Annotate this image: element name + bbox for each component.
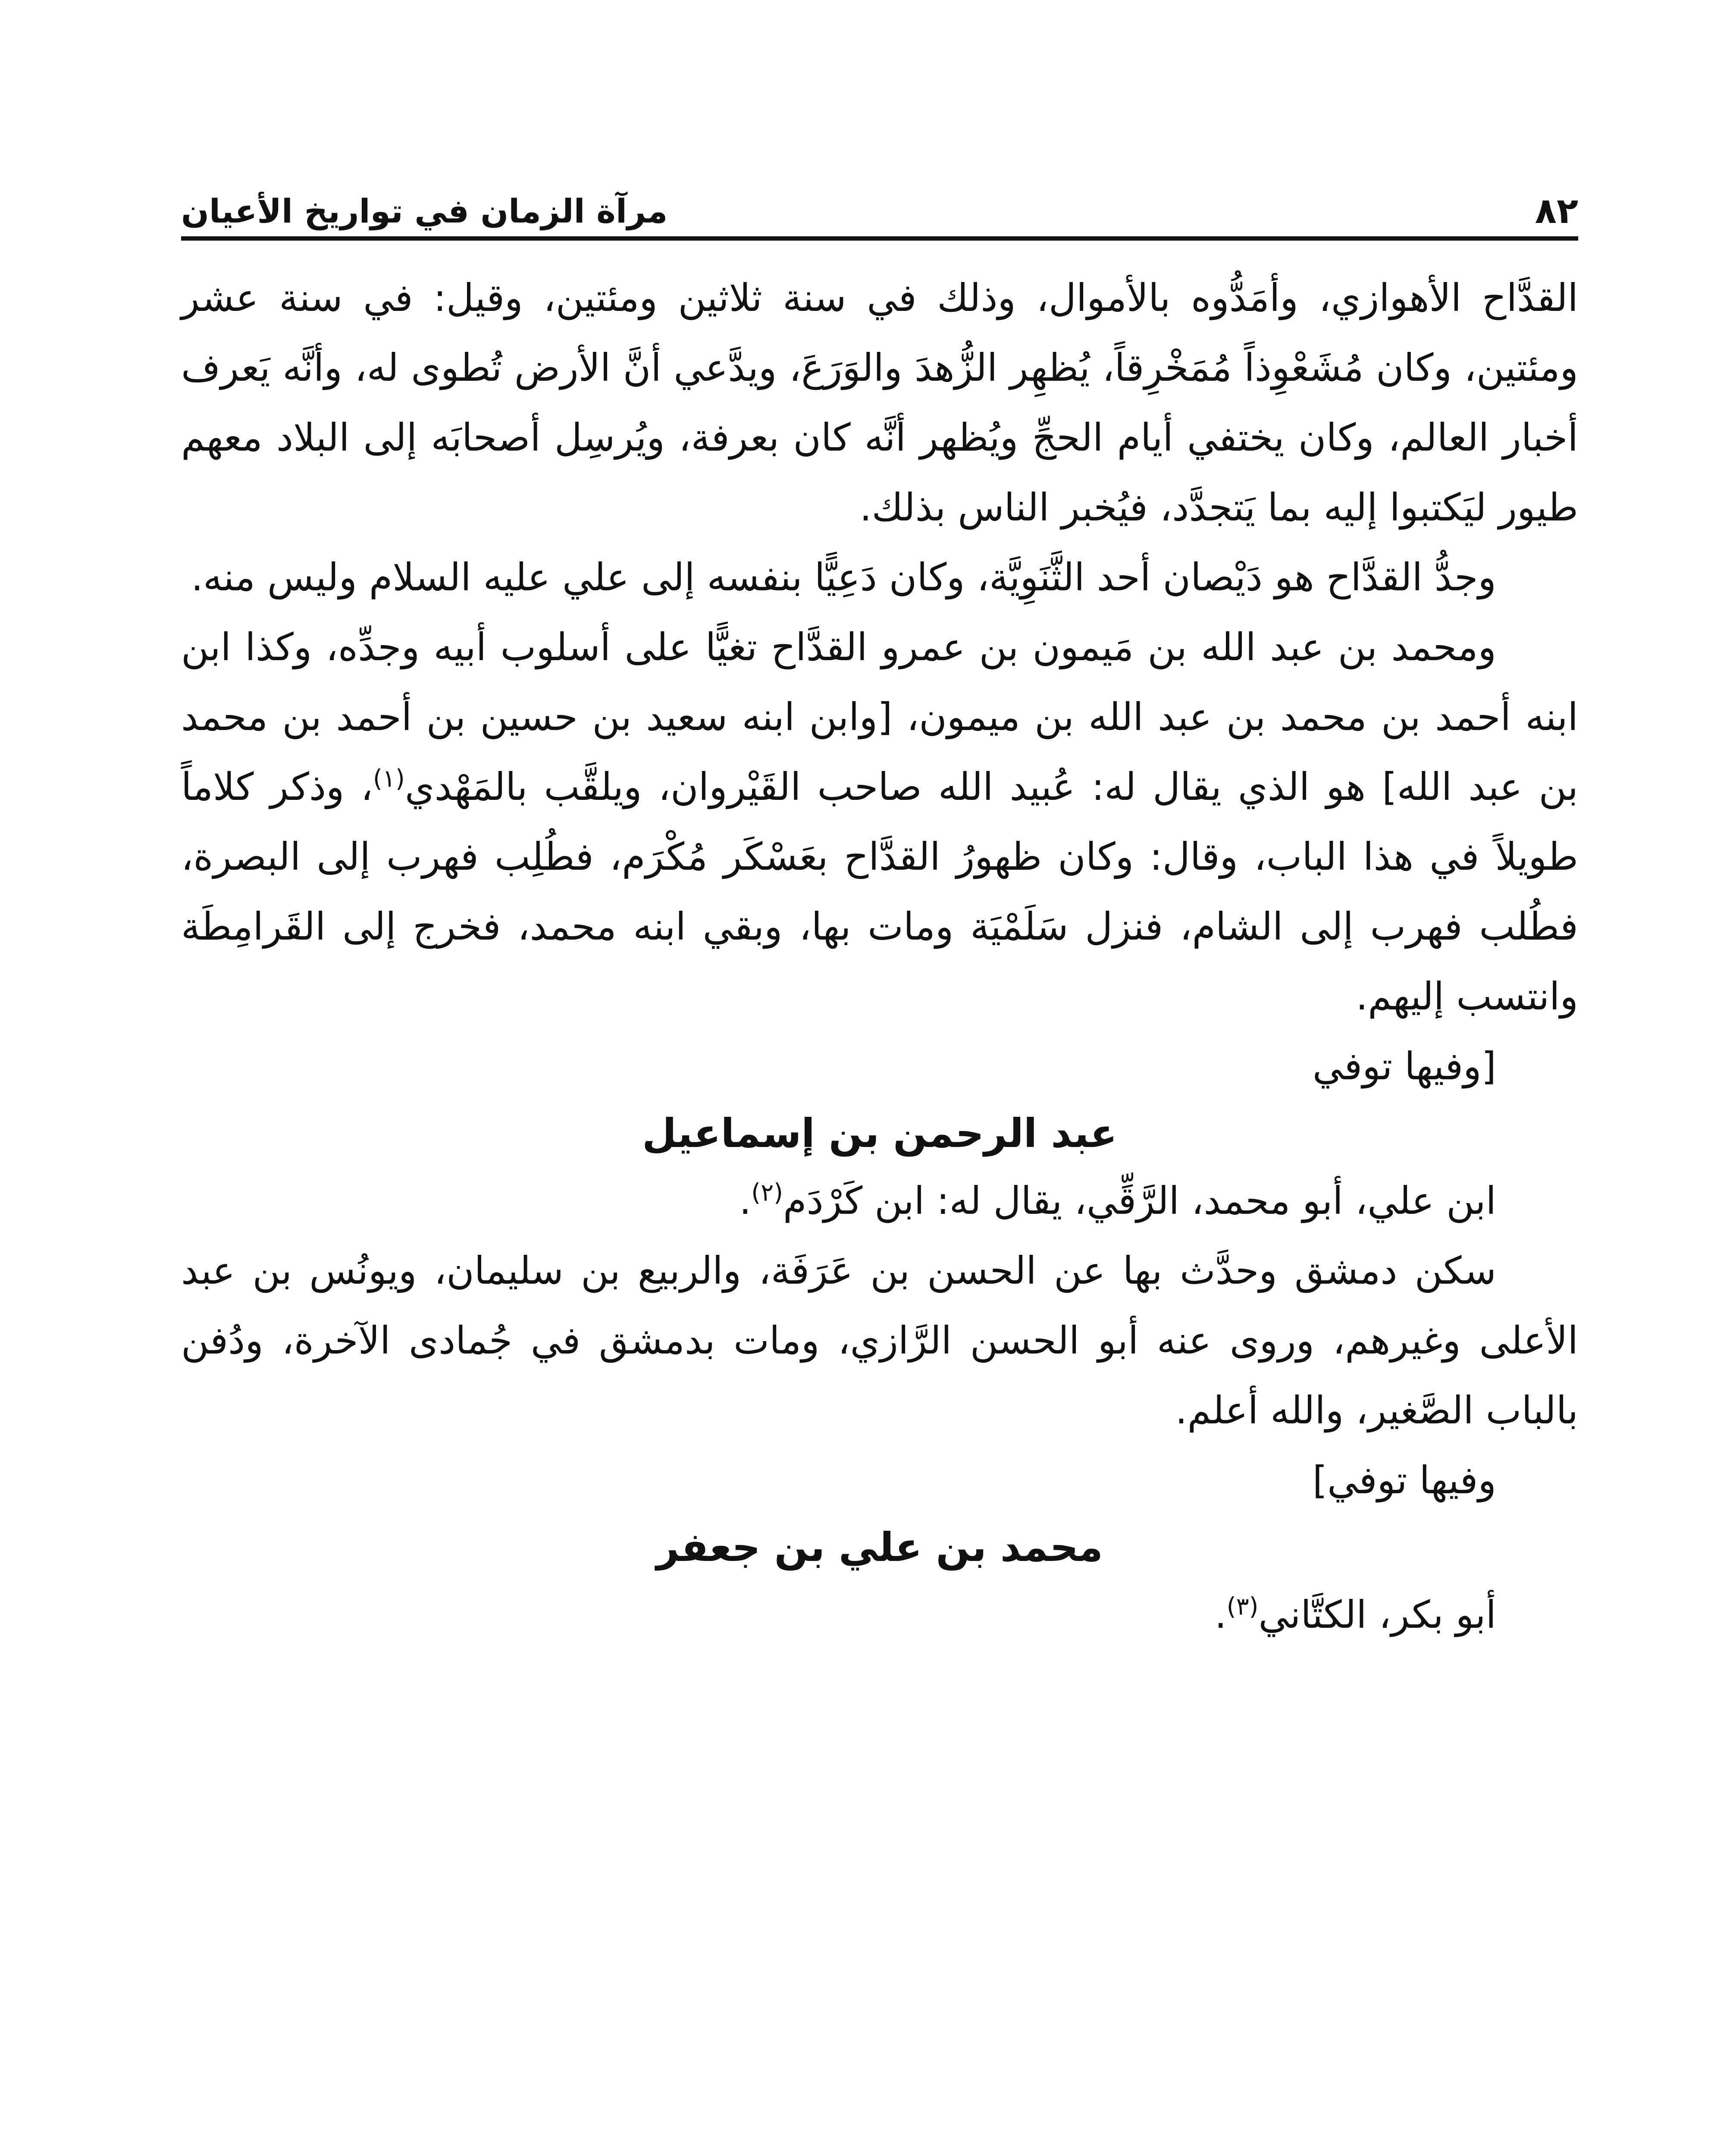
header-rule: [181, 236, 1578, 241]
paragraph: [181, 1580, 1578, 1650]
paragraph-text: ، وذكر كلاماً طويلاً في هذا الباب، وقال: وكان ظهورُ القدَّاح بعَسْكَر مُكْرَم، فطُلِب فهرب إلى البصرة، فطُلب فهرب إلى الشام، فنزل سَلَمْيَة ومات بها، وبقي ابنه محمد، فخرج إلى القَرامِطَة وانتسب إليهم.: [181, 765, 1578, 1018]
running-title: مرآة الزمان في تواريخ الأعيان: [181, 192, 668, 230]
paragraph: سكن دمشق وحدَّث بها عن الحسن بن عَرَفَة، والربيع بن سليمان، ويونُس بن عبد الأعلى وغيرهم، وروى عنه أبو الحسن الرَّازي، ومات بدمشق في جُمادى الآخرة، ودُفن بالباب الصَّغير، والله أعلم.: [181, 1248, 1578, 1432]
running-header: [181, 172, 1578, 233]
book-page: [181, 0, 1578, 2156]
paragraph-text: .: [739, 1178, 752, 1223]
paragraph-text: ابن علي، أبو محمد، الرَّقِّي، يقال له: ابن كَرْدَم: [783, 1178, 1496, 1223]
footnote-ref-2: (٢): [751, 1178, 783, 1207]
paragraph: وجدُّ القدَّاح هو دَيْصان أحد الثَّنَوِيَّة، وكان دَعِيًّا بنفسه إلى علي عليه السلام وليس منه.: [191, 555, 1496, 599]
paragraph: [181, 612, 1578, 1031]
paragraph-text: .: [1214, 1592, 1227, 1637]
paragraph-text: ومحمد بن عبد الله بن مَيمون بن عمرو القدَّاح تغيًّا على أسلوب أبيه وجدِّه، وكذا ابن ابنه أحمد بن محمد بن عبد الله بن ميمون، [وابن ابنه سعيد بن حسين بن أحمد بن محمد بن عبد الله] هو الذي يقال له: عُبيد الله صاحب القَيْروان، ويلقَّب بالمَهْدي: [181, 625, 1578, 809]
paragraph-text: أبو بكر، الكتَّاني: [1258, 1592, 1496, 1637]
paragraph: [وفيها توفي: [1312, 1044, 1496, 1088]
footnote-ref-1: (١): [373, 765, 405, 793]
paragraph: القدَّاح الأهوازي، وأمَدُّوه بالأموال، وذلك في سنة ثلاثين ومئتين، وقيل: في سنة عشر ومئتين، وكان مُشَعْوِذاً مُمَخْرِقاً، يُظهِر الزُّهدَ والوَرَعَ، ويدَّعي أنَّ الأرض تُطوى له، وأنَّه يَعرف أخبار العالم، وكان يختفي أيام الحجِّ ويُظهر أنَّه كان بعرفة، ويُرسِل أصحابَه إلى البلاد معهم طيور ليَكتبوا إليه بما يَتجدَّد، فيُخبر الناس بذلك.: [181, 276, 1578, 530]
paragraph: [181, 1166, 1578, 1236]
main-text: [181, 263, 1578, 1650]
page-number: ٨٢: [1535, 191, 1578, 232]
section-title: عبد الرحمن بن إسماعيل: [642, 1110, 1117, 1156]
footnote-ref-3: (٣): [1226, 1592, 1259, 1621]
section-title: محمد بن علي بن جعفر: [656, 1524, 1103, 1570]
paragraph: وفيها توفي]: [1312, 1458, 1496, 1502]
